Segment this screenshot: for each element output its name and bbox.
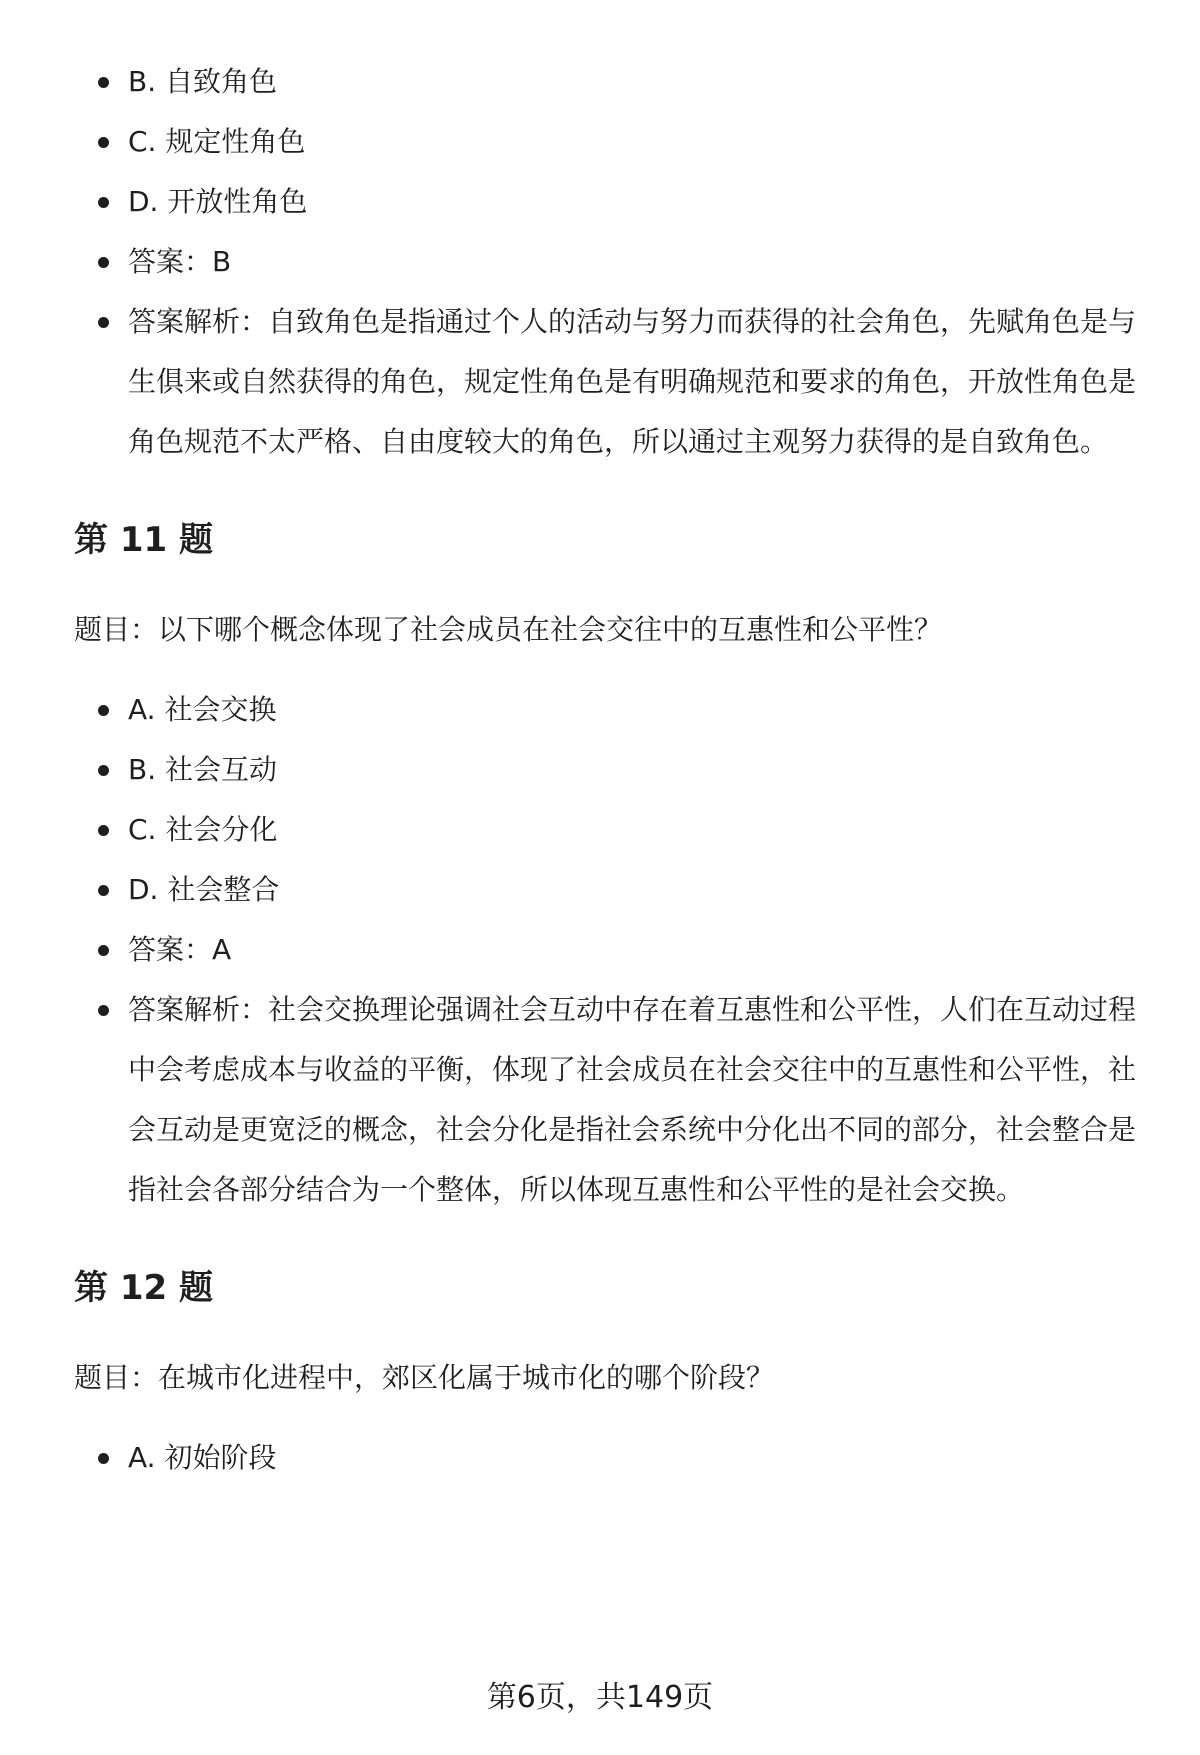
q11-question: 题目：以下哪个概念体现了社会成员在社会交往中的互惠性和公平性？ <box>74 613 943 646</box>
q10-options-list <box>74 52 1144 472</box>
q12-options-list <box>74 1428 1144 1488</box>
q11-options-list <box>74 680 1144 1220</box>
q10-option-d: D. 开放性角色 <box>74 172 1144 232</box>
q11-option-c: C. 社会分化 <box>74 800 1144 860</box>
page-content <box>74 52 1144 1488</box>
q11-option-b: B. 社会互动 <box>74 740 1144 800</box>
q12-heading: 第 12 题 <box>74 1268 213 1308</box>
q10-answer: 答案：B <box>74 232 1144 292</box>
q10-analysis: 答案解析：自致角色是指通过个人的活动与努力而获得的社会角色，先赋角色是与生俱来或自然获得的角色，规定性角色是有明确规范和要求的角色，开放性角色是角色规范不太严格、自由度较大的角色，所以通过主观努力获得的是自致角色。 <box>74 292 1144 472</box>
q11-option-a: A. 社会交换 <box>74 680 1144 740</box>
q12-option-a: A. 初始阶段 <box>74 1428 1144 1488</box>
q11-analysis: 答案解析：社会交换理论强调社会互动中存在着互惠性和公平性，人们在互动过程中会考虑成本与收益的平衡，体现了社会成员在社会交往中的互惠性和公平性，社会互动是更宽泛的概念，社会分化是指社会系统中分化出不同的部分，社会整合是指社会各部分结合为一个整体，所以体现互惠性和公平性的是社会交换。 <box>74 980 1144 1220</box>
q11-answer: 答案：A <box>74 920 1144 980</box>
q11-heading: 第 11 题 <box>74 520 213 560</box>
q12-question: 题目：在城市化进程中，郊区化属于城市化的哪个阶段？ <box>74 1361 775 1394</box>
page-number-footer: 第6页，共149页 <box>486 1680 714 1715</box>
q11-option-d: D. 社会整合 <box>74 860 1144 920</box>
q10-option-c: C. 规定性角色 <box>74 112 1144 172</box>
q10-option-b: B. 自致角色 <box>74 52 1144 112</box>
